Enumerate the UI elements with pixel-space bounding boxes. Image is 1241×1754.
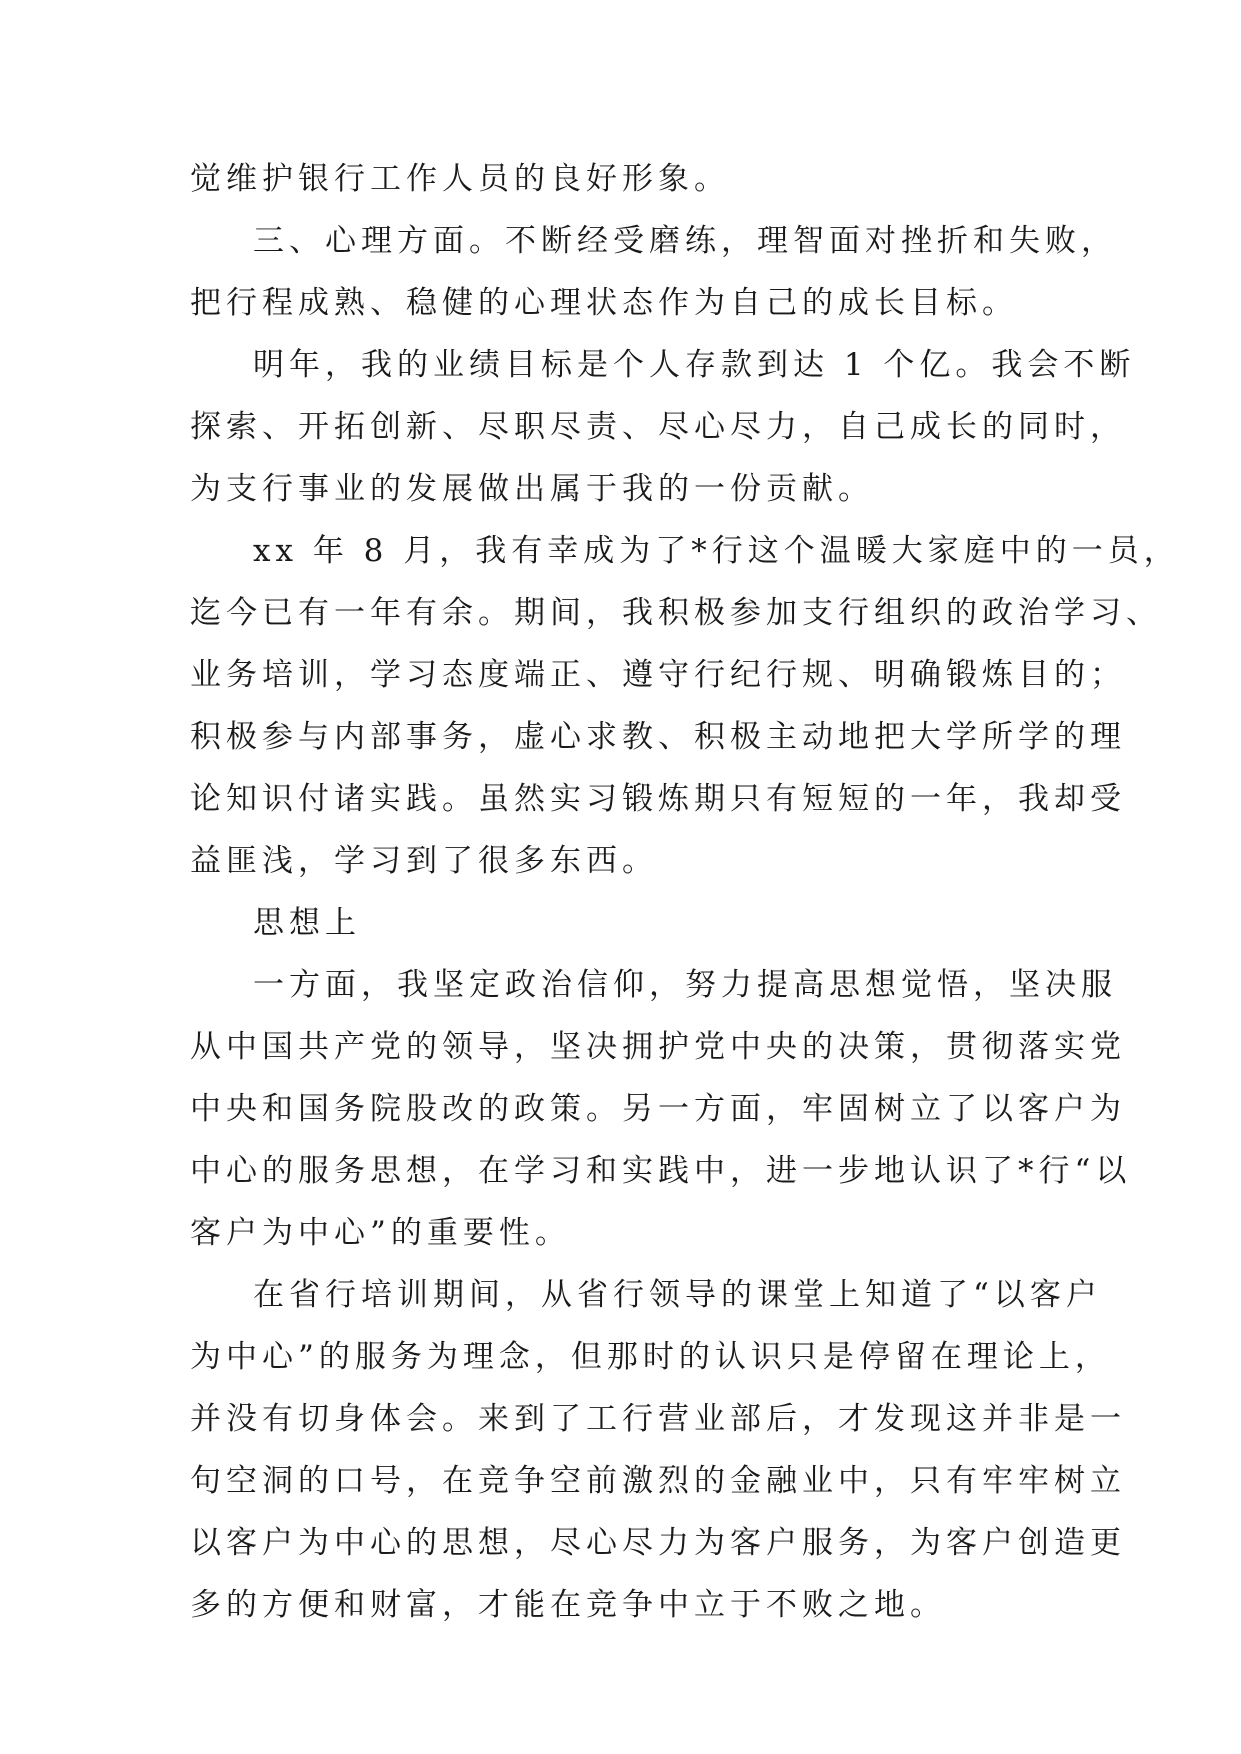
text-line: 从中国共产党的领导，坚决拥护党中央的决策，贯彻落实党 <box>190 1029 1126 1065</box>
text-line: 客户为中心”的重要性。 <box>190 1215 571 1251</box>
text-line: 迄今已有一年有余。期间，我积极参加支行组织的政治学习、 <box>190 595 1162 631</box>
text-line: 觉维护银行工作人员的良好形象。 <box>190 161 730 197</box>
text-line: 为中心”的服务为理念，但那时的认识只是停留在理论上， <box>190 1339 1111 1375</box>
text-line: 句空洞的口号，在竞争空前激烈的金融业中，只有牢牢树立 <box>190 1463 1126 1499</box>
text-line: 以客户为中心的思想，尽心尽力为客户服务，为客户创造更 <box>190 1525 1126 1561</box>
text-line: 在省行培训期间，从省行领导的课堂上知道了“以客户 <box>253 1277 1102 1313</box>
text-line: 益匪浅，学习到了很多东西。 <box>190 843 658 879</box>
text-line: 中央和国务院股改的政策。另一方面，牢固树立了以客户为 <box>190 1091 1126 1127</box>
text-line: 为支行事业的发展做出属于我的一份贡献。 <box>190 471 874 507</box>
document-body <box>190 148 1180 1636</box>
text-line: 明年，我的业绩目标是个人存款到达 1 个亿。我会不断 <box>253 347 1136 383</box>
text-line: 多的方便和财富，才能在竞争中立于不败之地。 <box>190 1587 946 1623</box>
text-line: 积极参与内部事务，虚心求教、积极主动地把大学所学的理 <box>190 719 1126 755</box>
section-heading: 思想上 <box>253 905 361 941</box>
text-line: 业务培训，学习态度端正、遵守行纪行规、明确锻炼目的； <box>190 657 1126 693</box>
text-line: 论知识付诸实践。虽然实习锻炼期只有短短的一年，我却受 <box>190 781 1126 817</box>
text-line: 三、心理方面。不断经受磨练，理智面对挫折和失败， <box>253 223 1117 259</box>
text-line: 并没有切身体会。来到了工行营业部后，才发现这并非是一 <box>190 1401 1126 1437</box>
text-line: 探索、开拓创新、尽职尽责、尽心尽力，自己成长的同时， <box>190 409 1126 445</box>
text-line: 中心的服务思想，在学习和实践中，进一步地认识了*行“以 <box>190 1153 1132 1189</box>
text-line: xx 年 8 月，我有幸成为了*行这个温暖大家庭中的一员， <box>253 533 1180 569</box>
text-line: 一方面，我坚定政治信仰，努力提高思想觉悟，坚决服 <box>253 967 1117 1003</box>
text-line: 把行程成熟、稳健的心理状态作为自己的成长目标。 <box>190 285 1018 321</box>
